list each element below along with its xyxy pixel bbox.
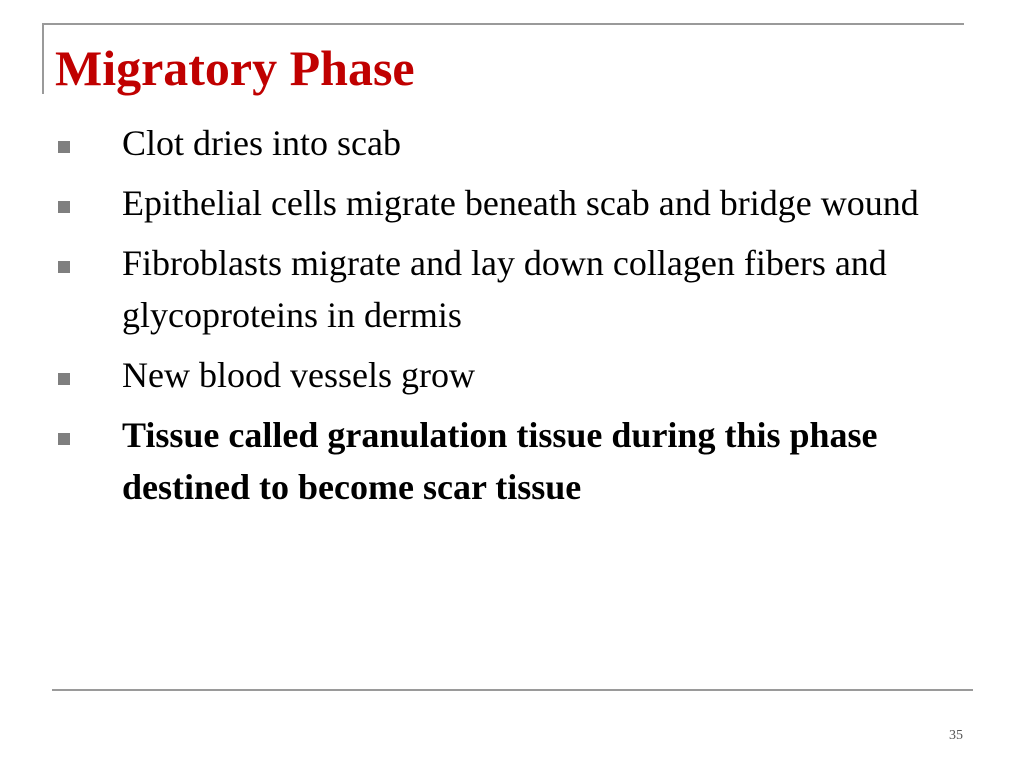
bullet-text: Fibroblasts migrate and lay down collagen fibers and glycoproteins in dermis	[122, 243, 887, 335]
bullet-item	[56, 237, 976, 341]
bullet-text: Tissue called granulation tissue during this phase destined to become scar tissue	[122, 415, 878, 507]
bullet-item	[56, 177, 976, 229]
square-bullet-icon	[58, 141, 70, 153]
bullet-list	[56, 117, 976, 521]
square-bullet-icon	[58, 201, 70, 213]
bottom-rule	[52, 689, 973, 691]
square-bullet-icon	[58, 373, 70, 385]
bullet-text: Epithelial cells migrate beneath scab and bridge wound	[122, 183, 919, 223]
bullet-item	[56, 349, 976, 401]
slide-title: Migratory Phase	[55, 40, 415, 96]
slide-number: 35	[949, 728, 963, 743]
left-rule	[42, 23, 44, 94]
square-bullet-icon	[58, 433, 70, 445]
bullet-item	[56, 117, 976, 169]
square-bullet-icon	[58, 261, 70, 273]
bullet-text: New blood vessels grow	[122, 355, 475, 395]
bullet-text: Clot dries into scab	[122, 123, 401, 163]
top-rule	[42, 23, 964, 25]
bullet-item-emphasis	[56, 409, 976, 513]
